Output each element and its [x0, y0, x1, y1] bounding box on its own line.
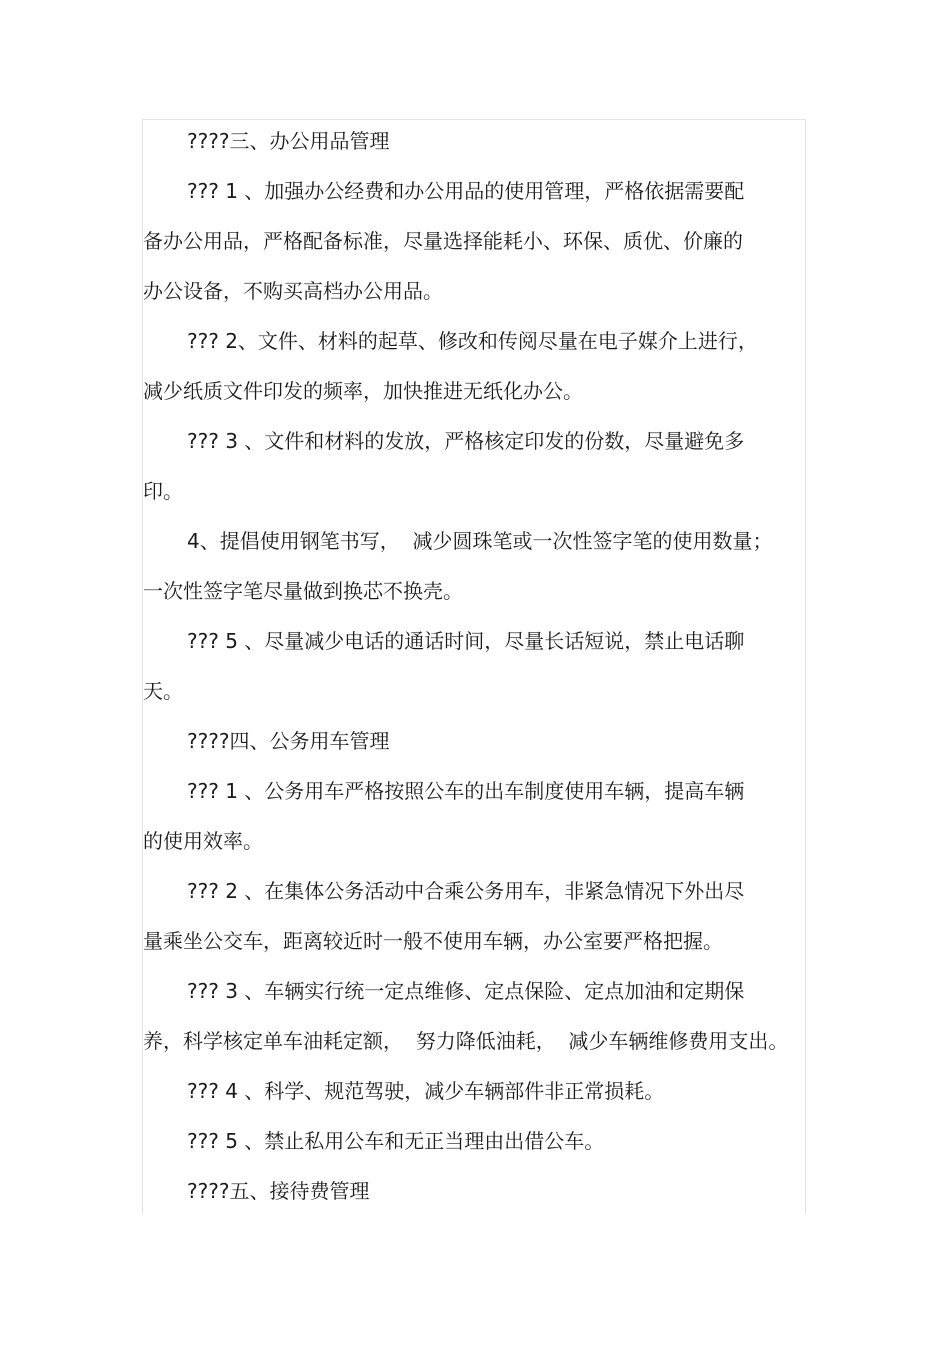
- paragraph-line: 减少纸质文件印发的频率，加快推进无纸化办公。: [143, 379, 583, 403]
- section-heading-office-supplies: ????三、办公用品管理: [187, 129, 390, 153]
- paragraph-line: 印。: [143, 479, 183, 503]
- paragraph-line: 量乘坐公交车，距离较近时一般不使用车辆，办公室要严格把握。: [143, 929, 723, 953]
- paragraph-line: 一次性签字笔尽量做到换芯不换壳。: [143, 579, 463, 603]
- paragraph-line: ??? 2 、在集体公务活动中合乘公务用车，非紧急情况下外出尽: [187, 879, 745, 903]
- section-heading-vehicles: ????四、公务用车管理: [187, 729, 390, 753]
- paragraph-line: ??? 1 、公务用车严格按照公车的出车制度使用车辆，提高车辆: [187, 779, 745, 803]
- paragraph-line: 办公设备，不购买高档办公用品。: [143, 279, 443, 303]
- paragraph-line: ??? 2、文件、材料的起草、修改和传阅尽量在电子媒介上进行，: [187, 329, 758, 353]
- paragraph-line: 备办公用品，严格配备标准，尽量选择能耗小、环保、质优、价廉的: [143, 229, 743, 253]
- paragraph-line: ??? 3 、车辆实行统一定点维修、定点保险、定点加油和定期保: [187, 979, 745, 1003]
- paragraph-line: ??? 1 、加强办公经费和办公用品的使用管理，严格依据需要配: [187, 179, 745, 203]
- paragraph-line: 4、提倡使用钢笔书写， 减少圆珠笔或一次性签字笔的使用数量；: [187, 529, 773, 553]
- section-heading-reception: ????五、接待费管理: [187, 1179, 370, 1203]
- paragraph-line: 养，科学核定单车油耗定额， 努力降低油耗， 减少车辆维修费用支出。: [143, 1029, 789, 1053]
- paragraph-line: ??? 3 、文件和材料的发放，严格核定印发的份数，尽量避免多: [187, 429, 745, 453]
- paragraph-line: ??? 4 、科学、规范驾驶，减少车辆部件非正常损耗。: [187, 1079, 665, 1103]
- paragraph-line: ??? 5 、尽量减少电话的通话时间，尽量长话短说，禁止电话聊: [187, 629, 745, 653]
- document-body: [143, 116, 808, 1216]
- paragraph-line: 天。: [143, 679, 183, 703]
- paragraph-line: ??? 5 、禁止私用公车和无正当理由出借公车。: [187, 1129, 605, 1153]
- paragraph-line: 的使用效率。: [143, 829, 263, 853]
